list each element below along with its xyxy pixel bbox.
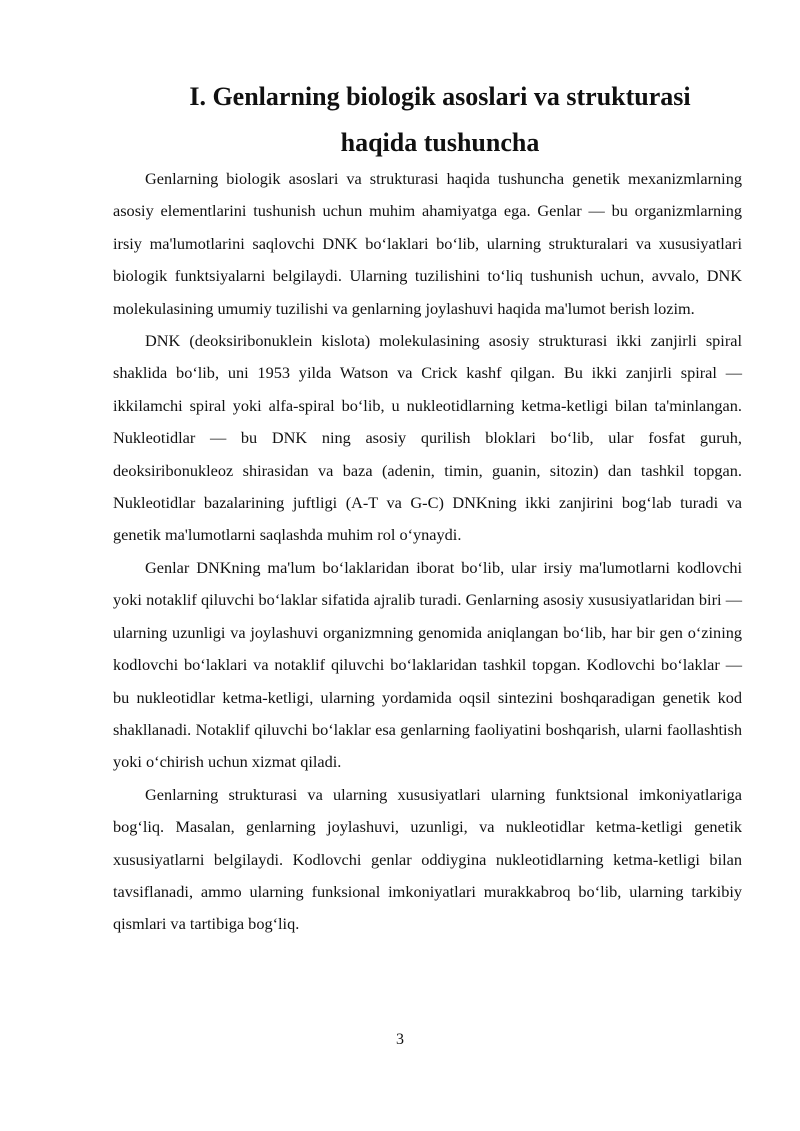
paragraph-1: Genlarning biologik asoslari va strukturasi haqida tushuncha genetik mexanizmlarning asosiy elementlarini tushunish uchun muhim ahamiyatga ega. Genlar — bu organizmlarning irsiy ma'lumotlarini saqlovchi DNK bo‘laklari bo‘lib, ularning strukturalari va xususiyatlari biologik funktsiyalarni belgilaydi. Ularning tuzilishini to‘liq tushunish uchun, avvalo, DNK molekulasining umumiy tuzilishi va genlarning joylashuvi haqida ma'lumot berish lozim. [113, 169, 742, 318]
page-number: 3 [396, 1031, 404, 1048]
paragraph-2: DNK (deoksiribonuklein kislota) molekulasining asosiy strukturasi ikki zanjirli spiral shaklida bo‘lib, uni 1953 yilda Watson va Crick kashf qilgan. Bu ikki zanjirli spiral — ikkilamchi spiral yoki alfa-spiral bo‘lib, u nukleotidlarning ketma-ketligi bilan ta'minlangan. Nukleotidlar — bu DNK ning asosiy qurilish bloklari bo‘lib, ular fosfat guruh, deoksiribonukleoz shirasidan va baza (adenin, timin, guanin, sitozin) dan tashkil topgan. Nukleotidlar bazalarining juftligi (A-T va G-C) DNKning ikki zanjirini bog‘lab turadi va genetik ma'lumotlarni saqlashda muhim rol o‘ynaydi. [113, 331, 742, 545]
paragraph-3: Genlar DNKning ma'lum bo‘laklaridan iborat bo‘lib, ular irsiy ma'lumotlarni kodlovchi yoki notaklif qiluvchi bo‘laklar sifatida ajralib turadi. Genlarning asosiy xususiyatlaridan biri — ularning uzunligi va joylashuvi organizmning genomida aniqlangan bo‘lib, har bir gen o‘zining kodlovchi bo‘laklari va notaklif qiluvchi bo‘laklaridan tashkil topgan. Kodlovchi bo‘laklar — bu nukleotidlar ketma-ketligi, ularning yordamida oqsil sintezini boshqaradigan genetik kod shakllanadi. Notaklif qiluvchi bo‘laklar esa genlarning faoliyatini boshqarish, ularni faollashtish yoki o‘chirish uchun xizmat qiladi. [113, 557, 742, 772]
title-line-2: haqida tushuncha [340, 128, 540, 157]
title-line-1: I. Genlarning biologik asoslari va strukturasi [189, 82, 691, 111]
page-title [120, 74, 760, 166]
paragraph-4: Genlarning strukturasi va ularning xususiyatlari ularning funktsional imkoniyatlariga bog‘liq. Masalan, genlarning joylashuvi, uzunligi, va nukleotidlar ketma-ketligi genetik xususiyatlarni belgilaydi. Kodlovchi genlar oddiygina nukleotidlarning ketma-ketligi bilan tavsiflanadi, ammo ularning funksional imkoniyatlari murakkabroq bo‘lib, ularning tarkibiy qismlari va tartibiga bog‘liq. [113, 784, 742, 934]
body-text [113, 163, 742, 941]
